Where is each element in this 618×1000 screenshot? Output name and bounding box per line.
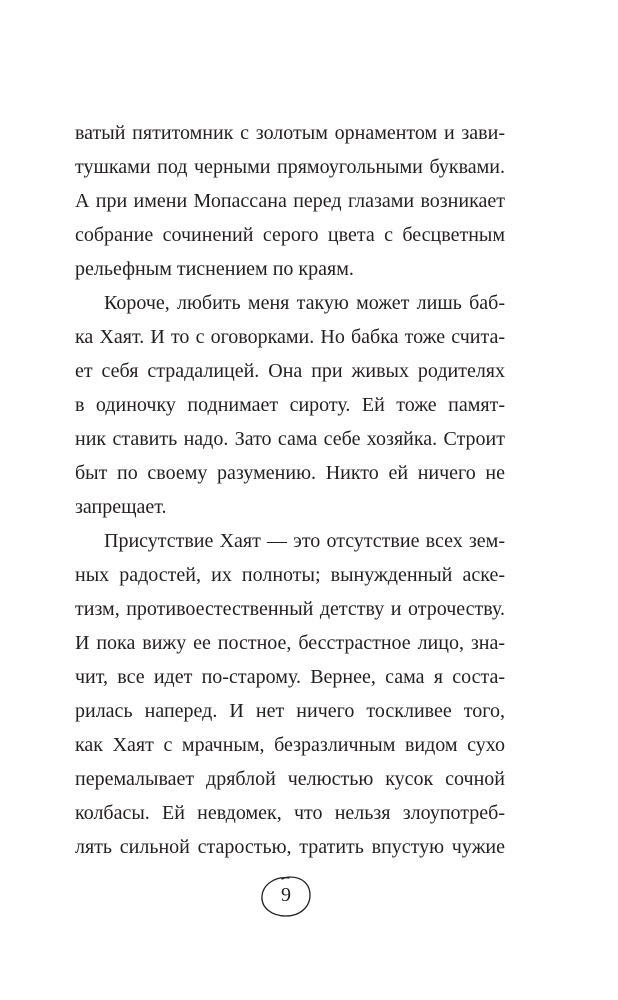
text-line: чит, все идет по-старому. Вернее, сама я соста- bbox=[75, 666, 505, 688]
page-number-badge bbox=[258, 872, 314, 920]
text-line: ватый пятитомник с золотым орнаментом и зави- bbox=[75, 122, 505, 144]
text-line: колбасы. Ей невдомек, что нельзя злоупотреб- bbox=[75, 802, 505, 824]
text-line: рилась наперед. И нет ничего тоскливее того, bbox=[75, 700, 505, 722]
text-line: рельефным тиснением по краям. bbox=[75, 258, 354, 280]
paragraph-first-line: Присутствие Хаят — это отсутствие всех зем- bbox=[104, 530, 505, 552]
text-line: перемалывает дряблой челюстью кусок сочной bbox=[75, 768, 505, 790]
text-line: тушками под черными прямоугольными буквами. bbox=[75, 156, 505, 178]
text-line: собрание сочинений серого цвета с бесцветным bbox=[75, 224, 505, 246]
text-line: ет себя страдалицей. Она при живых родителях bbox=[75, 360, 505, 382]
text-line: И пока вижу ее постное, бесстрастное лицо, зна- bbox=[75, 632, 505, 654]
text-line: быт по своему разумению. Никто ей ничего не bbox=[75, 462, 505, 484]
text-line: лять сильной старостью, тратить впустую чужие bbox=[75, 836, 505, 858]
text-line: ник ставить надо. Зато сама себе хозяйка. Строит bbox=[75, 428, 505, 450]
text-line: ных радостей, их полноты; вынужденный аске- bbox=[75, 564, 505, 586]
text-line: как Хаят с мрачным, безразличным видом сухо bbox=[75, 734, 505, 756]
text-line: ка Хаят. И то с оговорками. Но бабка тоже счита- bbox=[75, 326, 505, 348]
text-line: А при имени Мопассана перед глазами возникает bbox=[75, 190, 505, 212]
text-line: запрещает. bbox=[75, 496, 167, 518]
text-line: в одиночку поднимает сироту. Ей тоже памят- bbox=[75, 394, 505, 416]
text-line: тизм, противоестественный детству и отрочеству. bbox=[75, 598, 505, 620]
page-number: 9 bbox=[281, 884, 291, 906]
paragraph-first-line: Короче, любить меня такую может лишь баб- bbox=[104, 292, 505, 314]
